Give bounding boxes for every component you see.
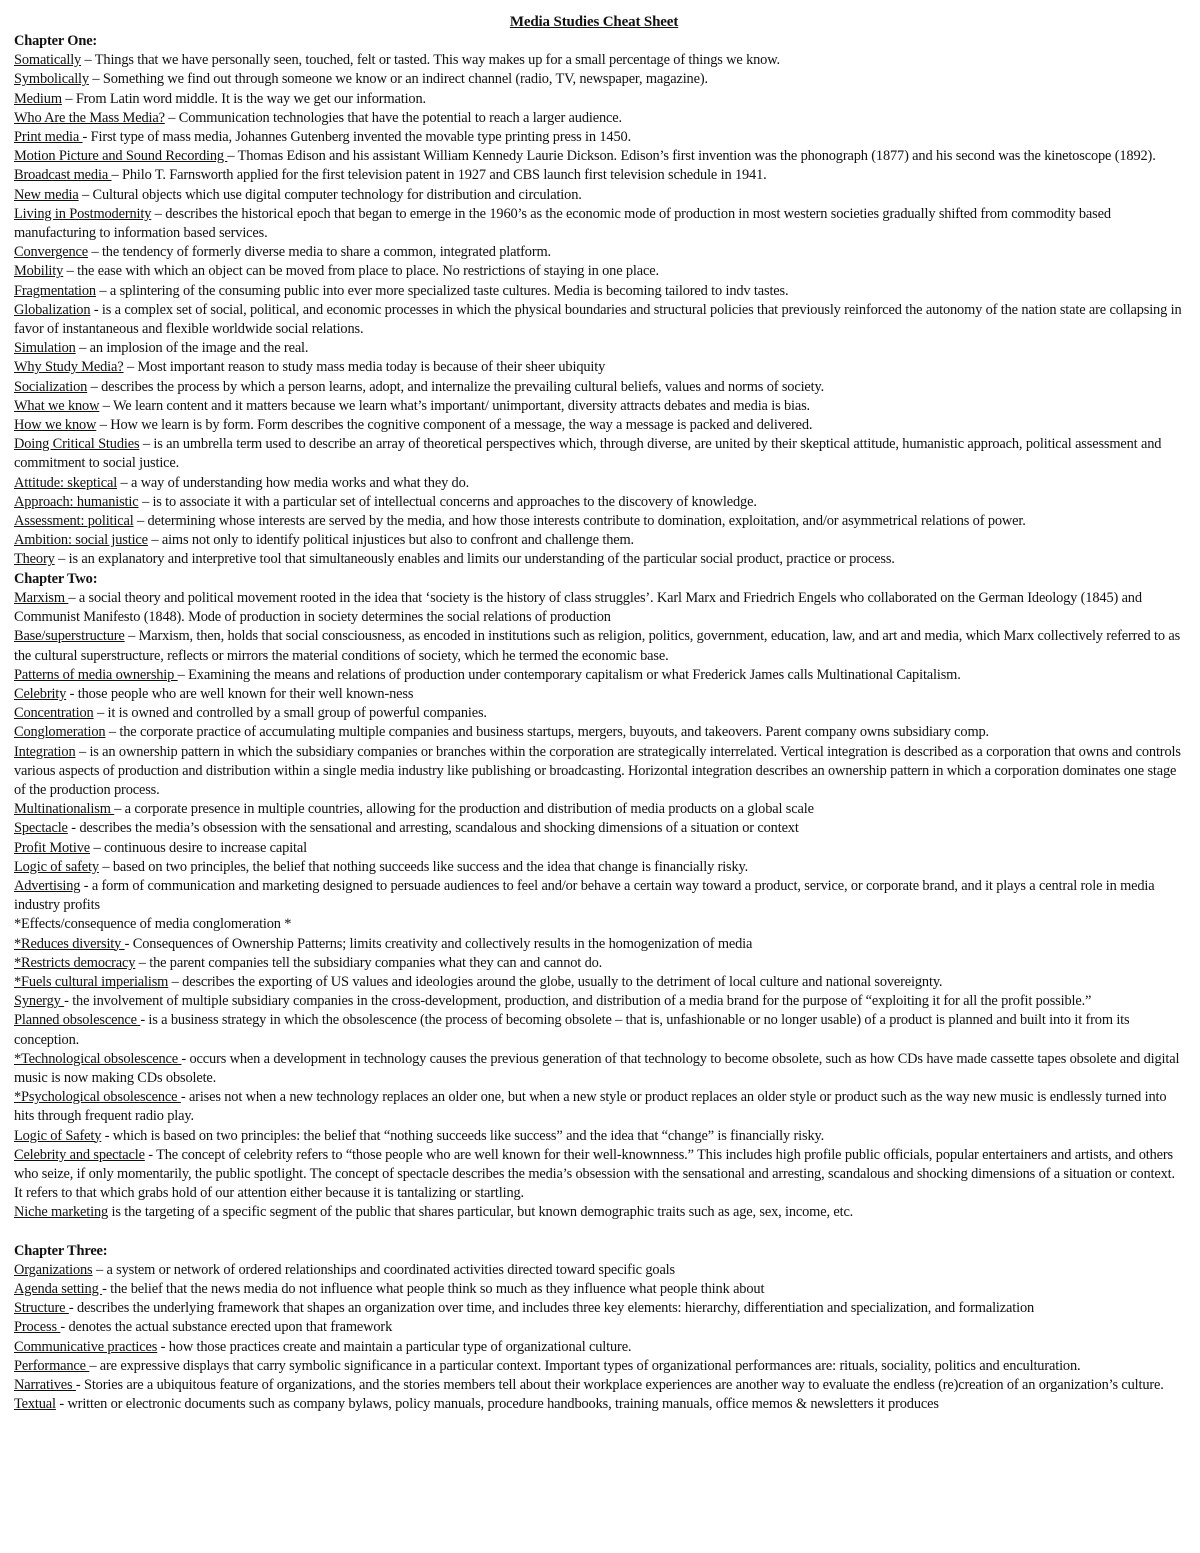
entry-term: Logic of safety (14, 858, 99, 875)
glossary-entry (14, 723, 1186, 742)
entry-definition: - a form of communication and marketing designed to persuade audiences to feel and/or behave a certain way toward a product, service, or corporate brand, and it plays a central role in media industry profits (14, 877, 1155, 914)
glossary-entry (14, 1376, 1186, 1395)
entry-term: Globalization (14, 301, 91, 318)
entry-term: What we know (14, 397, 100, 414)
entry-definition: – describes the exporting of US values and ideologies around the globe, usually to the detriment of local culture and national sovereignty. (168, 973, 943, 990)
entry-definition: is the targeting of a specific segment of the public that shares particular, but known demographic traits such as age, sex, income, etc. (108, 1204, 854, 1221)
entry-definition: - is a business strategy in which the obsolescence (the process of becoming obsolete – that is, unfashionable or no longer usable) of a product is planned and built into it from its conception. (14, 1012, 1130, 1048)
entry-definition: – Things that we have personally seen, touched, felt or tasted. This way makes up for a small percentage of things we know. (81, 52, 780, 69)
entry-term: Profit Motive (14, 839, 90, 856)
entry-definition: - occurs when a development in technology causes the previous generation of that technology to become obsolete, such as how CDs have made cassette tapes obsolete and digital music is now making CDs obsolete. (14, 1050, 1180, 1086)
entry-definition: – a social theory and political movement rooted in the idea that ‘society is the history of class struggles’. Karl Marx and Friedrich Engels who collaborated on the German Ideology (1845) and Communist Manifesto (1848). Mode of production in society determines the social relations of production (14, 589, 1142, 626)
entry-definition: – aims not only to identify political injustices but also to confront and challenge them. (147, 532, 634, 549)
entry-term: Communicative practices (14, 1338, 158, 1355)
glossary-entry (14, 954, 1186, 973)
glossary-entry (14, 1261, 1186, 1280)
entry-term: Patterns of media ownership (14, 666, 178, 683)
entry-term: Simulation (14, 340, 76, 357)
entry-definition: - the involvement of multiple subsidiary companies in the cross-development, production, and distribution of a media brand for the purpose of “exploiting it for all the profit possible.” (64, 993, 1092, 1010)
glossary-entry (14, 339, 1186, 358)
entry-definition: - The concept of celebrity refers to “those people who are well known for their well-knownness.” This includes high profile public officials, popular entertainers and artists, and others who seize, if only momentarily, the public spotlight. The concept of spectacle describes the media’s obsession with the sensational and arresting, scandalous and shocking dimensions of a situation or context. It refers to that which grabs hold of our attention either because it is tantalizing or startling. (14, 1146, 1175, 1202)
glossary-entry (14, 1338, 1186, 1357)
entry-term: Celebrity (14, 685, 67, 702)
entry-definition: - describes the underlying framework that shapes an organization over time, and includes three key elements: hierarchy, differentiation and specialization, and formalization (68, 1300, 1035, 1317)
glossary-entry (14, 1395, 1186, 1414)
chapter-heading: Chapter Three: (14, 1242, 108, 1259)
glossary-entry (14, 666, 1186, 685)
entry-term: Fragmentation (14, 282, 96, 299)
entry-term: How we know (14, 417, 97, 434)
glossary-entry (14, 1146, 1186, 1204)
entry-definition: - denotes the actual substance erected upon that framework (60, 1319, 393, 1336)
entry-definition: – are expressive displays that carry symbolic significance in a particular context. Important types of organizational performances are: rituals, sociality, politics and enculturation. (89, 1357, 1081, 1374)
glossary-entry (14, 186, 1186, 205)
chapter-heading: Chapter One: (14, 33, 98, 49)
entry-definition: – is an explanatory and interpretive tool that simultaneously enables and limits our understanding of the particular social product, practice or process. (54, 551, 895, 568)
entry-term: Socialization (14, 378, 88, 395)
entry-prefix: * (14, 935, 22, 952)
entry-term: Approach: humanistic (14, 493, 139, 510)
glossary-entry (14, 416, 1186, 435)
glossary-entry (14, 589, 1186, 627)
glossary-entry (14, 973, 1186, 992)
entry-term: Why Study Media? (14, 359, 124, 376)
entry-definition: – describes the historical epoch that began to emerge in the 1960’s as the economic mode of production in most western societies gradually shifted from commodity based manufacturing to information based services. (14, 205, 1111, 242)
entry-term: Fuels cultural imperialism (21, 973, 169, 990)
glossary-entry (14, 1203, 1186, 1222)
entry-term: Advertising (14, 877, 81, 894)
glossary-entry (14, 743, 1186, 801)
glossary-entry (14, 800, 1186, 819)
glossary-entry (14, 819, 1186, 838)
entry-term: Who Are the Mass Media? (14, 109, 165, 126)
glossary-entry (14, 685, 1186, 704)
entry-term: Attitude: skeptical (14, 474, 118, 491)
glossary-entry (14, 935, 1186, 954)
entry-definition: – is an ownership pattern in which the subsidiary companies or branches within the corporation are strategically interrelated. Vertical integration is described as a corporation that owns and controls various aspects of production and distribution within a single media industry like publishing or broadcasting. Horizontal integration describes an ownership pattern in which a corporation dominates one stage of the production process. (14, 743, 1181, 798)
entry-definition: – Communication technologies that have the potential to reach a larger audience. (164, 109, 622, 126)
entry-definition: – How we learn is by form. Form describes the cognitive component of a message, the way a message is packed and delivered. (96, 417, 813, 434)
entry-prefix: * (14, 1050, 22, 1067)
glossary-entry (14, 493, 1186, 512)
glossary-entry (14, 70, 1186, 89)
entry-term: Agenda setting (14, 1281, 103, 1297)
entry-term: Symbolically (14, 71, 89, 88)
entry-definition: - First type of mass media, Johannes Gutenberg invented the movable type printing press in 1450. (82, 129, 632, 146)
glossary-entry (14, 262, 1186, 281)
entry-definition: – Philo T. Farnsworth applied for the first television patent in 1927 and CBS launch first television schedule in 1941. (111, 167, 767, 184)
entry-term: Reduces diversity (21, 935, 125, 952)
entry-definition: – a splintering of the consuming public into ever more specialized taste cultures. Media is becoming tailored to indv tastes. (95, 282, 789, 299)
entry-definition: – the tendency of formerly diverse media to share a common, integrated platform. (88, 244, 551, 261)
glossary-entry (14, 550, 1186, 569)
section-spacer (14, 1223, 1186, 1242)
glossary-entry (14, 378, 1186, 397)
glossary-entry (14, 704, 1186, 723)
entry-term: Concentration (14, 705, 94, 722)
entry-term: Conglomeration (14, 724, 106, 741)
entry-term: Process (14, 1319, 61, 1336)
entry-definition: – Most important reason to study mass media today is because of their sheer ubiquity (123, 359, 606, 376)
glossary-entry (14, 301, 1186, 339)
entry-term: Broadcast media (14, 167, 112, 184)
entry-definition: – From Latin word middle. It is the way we get our information. (61, 90, 426, 107)
entry-term: Multinationalism (14, 801, 115, 818)
entry-prefix: * (14, 973, 22, 990)
glossary-entry (14, 1280, 1186, 1299)
entry-definition: - Stories are a ubiquitous feature of organizations, and the stories members tell about their workplace experiences are another way to evaluate the endless (re)creation of an organization’s culture. (75, 1377, 1164, 1394)
entry-definition: - how those practices create and maintain a particular type of organizational culture. (157, 1338, 632, 1355)
glossary-entry (14, 512, 1186, 531)
entry-term: Medium (14, 90, 62, 107)
entry-term: Restricts democracy (21, 954, 136, 971)
glossary-entry (14, 474, 1186, 493)
glossary-entry (14, 109, 1186, 128)
glossary-entry (14, 205, 1186, 243)
entry-definition: – it is owned and controlled by a small group of powerful companies. (93, 705, 487, 722)
entry-definition: - Consequences of Ownership Patterns; limits creativity and collectively results in the homogenization of media (124, 935, 753, 952)
entry-definition: – based on two principles, the belief that nothing succeeds like success and the idea that change is financially risky. (98, 858, 749, 875)
entry-term: Synergy (14, 993, 65, 1010)
entry-term: New media (14, 186, 79, 203)
glossary-entry (14, 531, 1186, 550)
entry-definition: - written or electronic documents such as company bylaws, policy manuals, procedure handbooks, training manuals, office memos & newsletters it produces (55, 1396, 939, 1413)
entry-definition: – an implosion of the image and the real. (75, 340, 309, 357)
entry-definition: – the corporate practice of accumulating multiple companies and business startups, mergers, buyouts, and takeovers. Parent company owns subsidiary comp. (105, 724, 989, 741)
glossary-entry (14, 627, 1186, 665)
glossary-entry (14, 1299, 1186, 1318)
entry-definition: - those people who are well known for their well known-ness (66, 685, 414, 702)
glossary-entry (14, 243, 1186, 262)
entry-term: Base/superstructure (14, 628, 125, 645)
glossary-entry (14, 915, 1186, 934)
glossary-entry (14, 166, 1186, 185)
entry-definition: – describes the process by which a person learns, adopt, and internalize the prevailing cultural beliefs, values and norms of society. (87, 378, 825, 395)
entry-term: Somatically (14, 52, 82, 69)
glossary-entry (14, 839, 1186, 858)
entry-term: Logic of Safety (14, 1127, 102, 1144)
entry-prefix: * (14, 954, 22, 971)
entry-term: Textual (14, 1396, 56, 1413)
entry-definition: – a corporate presence in multiple countries, allowing for the production and distribution of media products on a global scale (114, 801, 814, 818)
entry-term: Celebrity and spectacle (14, 1146, 145, 1163)
entry-definition: - is a complex set of social, political, and economic processes in which the physical boundaries and structural policies that previously reinforced the autonomy of the nation state are collapsing in favor of instantaneous and flexible worldwide social relations. (14, 301, 1182, 338)
glossary-entry (14, 1318, 1186, 1337)
glossary-entry (14, 435, 1186, 473)
entry-term: Performance (14, 1357, 90, 1374)
entry-definition: – is an umbrella term used to describe an array of theoretical perspectives which, through diverse, are united by their skeptical attitude, humanistic approach, political assessment and commitment to social justice. (14, 436, 1162, 472)
glossary-entry (14, 1127, 1186, 1146)
entry-definition: – a system or network of ordered relationships and coordinated activities directed toward specific goals (92, 1261, 675, 1278)
entry-term: Ambition: social justice (14, 532, 148, 549)
entry-term: Technological obsolescence (21, 1050, 182, 1067)
glossary-entry (14, 858, 1186, 877)
glossary-entry (14, 282, 1186, 301)
entry-definition: - the belief that the news media do not influence what people think so much as they influence what people think about (102, 1281, 765, 1297)
entry-term: Niche marketing (14, 1204, 109, 1221)
entry-definition: – the parent companies tell the subsidiary companies what they can and cannot do. (135, 954, 603, 971)
chapters-container (14, 32, 1186, 1414)
entry-definition: – a way of understanding how media works and what they do. (117, 474, 470, 491)
entry-definition: – determining whose interests are served by the media, and how those interests contribute to domination, exploitation, and/or asymmetrical relations of power. (133, 513, 1026, 530)
entry-definition: *Effects/consequence of media conglomeration * (14, 916, 292, 933)
entry-term: Psychological obsolescence (21, 1089, 181, 1106)
entry-term: Living in Postmodernity (14, 205, 152, 222)
entry-term: Integration (14, 743, 76, 760)
entry-definition: – We learn content and it matters because we learn what’s important/ unimportant, diversity attracts debates and media is bias. (99, 397, 811, 414)
entry-term: Mobility (14, 263, 64, 280)
entry-definition: – is to associate it with a particular set of intellectual concerns and approaches to the discovery of knowledge. (138, 493, 757, 510)
glossary-entry (14, 358, 1186, 377)
entry-term: Theory (14, 551, 55, 568)
entry-term: Marxism (14, 589, 69, 606)
entry-definition: – the ease with which an object can be moved from place to place. No restrictions of staying in one place. (63, 263, 659, 280)
glossary-entry (14, 147, 1186, 166)
chapter-heading: Chapter Two: (14, 570, 98, 587)
glossary-entry (14, 877, 1186, 915)
entry-definition: – Examining the means and relations of production under contemporary capitalism or what Frederick James calls Multinational Capitalism. (177, 666, 961, 683)
entry-definition: – continuous desire to increase capital (90, 839, 307, 856)
entry-prefix: * (14, 1089, 22, 1106)
entry-term: Structure (14, 1300, 69, 1317)
glossary-entry (14, 90, 1186, 109)
entry-term: Narratives (14, 1377, 76, 1394)
glossary-entry (14, 1050, 1186, 1088)
glossary-entry (14, 992, 1186, 1011)
entry-term: Motion Picture and Sound Recording (14, 148, 228, 165)
entry-term: Doing Critical Studies (14, 436, 140, 453)
entry-term: Organizations (14, 1261, 93, 1278)
entry-definition: - which is based on two principles: the belief that “nothing succeeds like success” and the idea that “change” is financially risky. (101, 1127, 825, 1144)
entry-definition: – Cultural objects which use digital computer technology for distribution and circulation. (78, 186, 582, 203)
page-title: Media Studies Cheat Sheet (509, 14, 679, 30)
entry-definition: – Thomas Edison and his assistant William Kennedy Laurie Dickson. Edison’s first invention was the phonograph (1877) and his second was the kinetoscope (1892). (227, 148, 1156, 165)
entry-definition: – Something we find out through someone we know or an indirect channel (radio, TV, newspaper, magazine). (88, 71, 708, 88)
entry-term: Planned obsolescence (14, 1012, 141, 1029)
entry-term: Convergence (14, 244, 89, 261)
entry-term: Spectacle (14, 820, 68, 837)
entry-term: Assessment: political (14, 513, 134, 530)
glossary-entry (14, 397, 1186, 416)
glossary-entry (14, 128, 1186, 147)
glossary-entry (14, 1357, 1186, 1376)
entry-term: Print media (14, 129, 83, 146)
glossary-entry (14, 1088, 1186, 1126)
entry-definition: - arises not when a new technology replaces an older one, but when a new style or product replaces an older style or product such as the way new music is endlessly turned into hits through frequent radio play. (14, 1089, 1167, 1125)
glossary-entry (14, 51, 1186, 70)
entry-definition: – Marxism, then, holds that social consciousness, as encoded in institutions such as religion, politics, government, education, law, and art and media, which Marx collectively referred to as the cultural superstructure, reflects or mirrors the material conditions of society, which he termed the economic base. (14, 628, 1181, 664)
entry-definition: - describes the media’s obsession with the sensational and arresting, scandalous and shocking dimensions of a situation or context (67, 820, 799, 837)
glossary-entry (14, 1011, 1186, 1049)
